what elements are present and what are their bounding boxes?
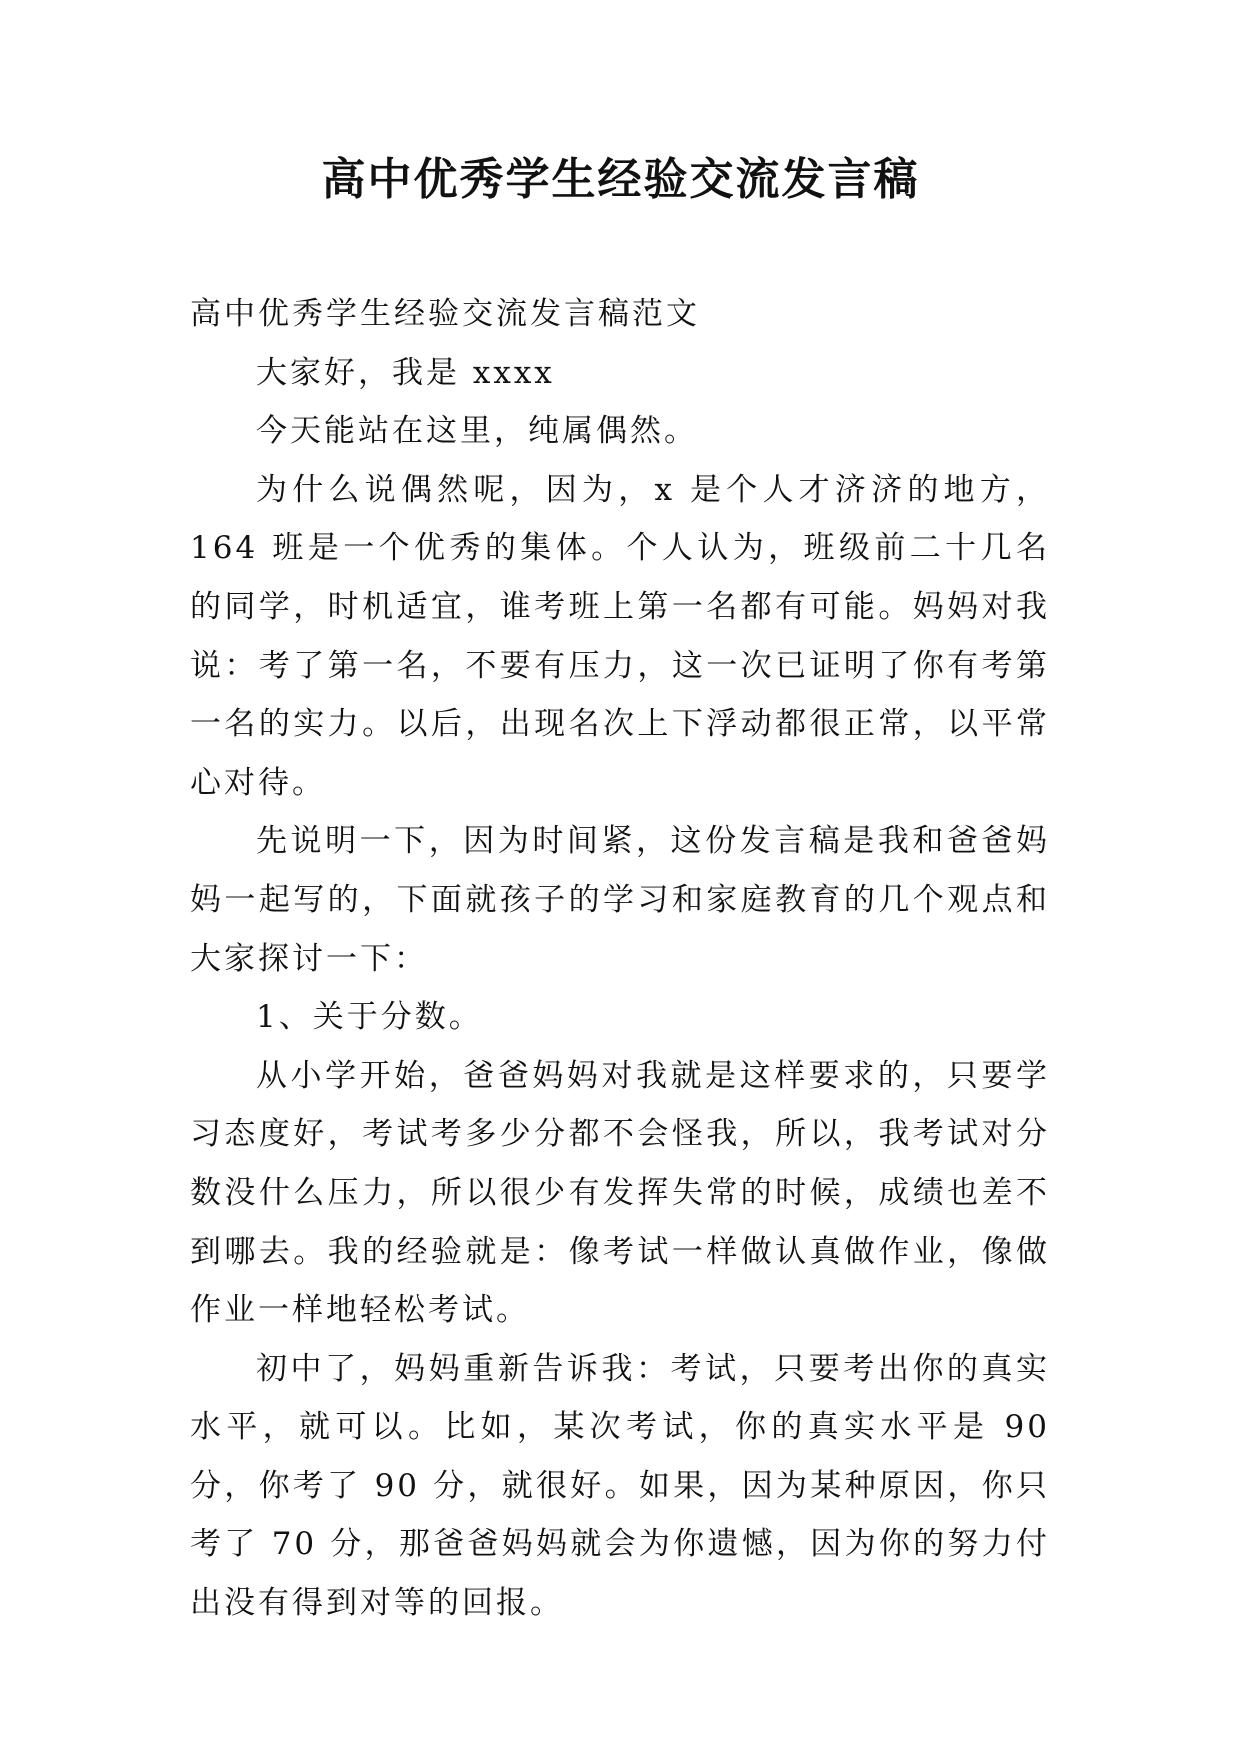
- paragraph: 为什么说偶然呢，因为，x 是个人才济济的地方，164 班是一个优秀的集体。个人认为，班级前二十几名的同学，时机适宜，谁考班上第一名都有可能。妈妈对我说：考了第一名，不要有压力，这一次已证明了你有考第一名的实力。以后，出现名次上下浮动都很正常，以平常心对待。: [190, 471, 1050, 801]
- paragraph: 今天能站在这里，纯属偶然。: [256, 413, 698, 450]
- paragraph: 先说明一下，因为时间紧，这份发言稿是我和爸爸妈妈一起写的，下面就孩子的学习和家庭教育的几个观点和大家探讨一下：: [190, 823, 1050, 977]
- paragraph-greeting: 大家好，我是 xxxx: [256, 354, 555, 391]
- paragraph: 初中了，妈妈重新告诉我：考试，只要考出你的真实水平，就可以。比如，某次考试，你的真实水平是 90 分，你考了 90 分，就很好。如果，因为某种原因，你只考了 70 分，那爸爸妈妈就会为你遗憾，因为你的努力付出没有得到对等的回报。: [190, 1350, 1050, 1622]
- document-body: [190, 285, 1050, 1633]
- paragraph-subtitle: 高中优秀学生经验交流发言稿范文: [190, 296, 700, 332]
- paragraph: 从小学开始，爸爸妈妈对我就是这样要求的，只要学习态度好，考试考多少分都不会怪我，所以，我考试对分数没什么压力，所以很少有发挥失常的时候，成绩也差不到哪去。我的经验就是：像考试一样做认真做作业，像做作业一样地轻松考试。: [190, 1057, 1050, 1329]
- document-title: 高中优秀学生经验交流发言稿: [321, 154, 920, 205]
- section-heading: 1、关于分数。: [256, 999, 483, 1036]
